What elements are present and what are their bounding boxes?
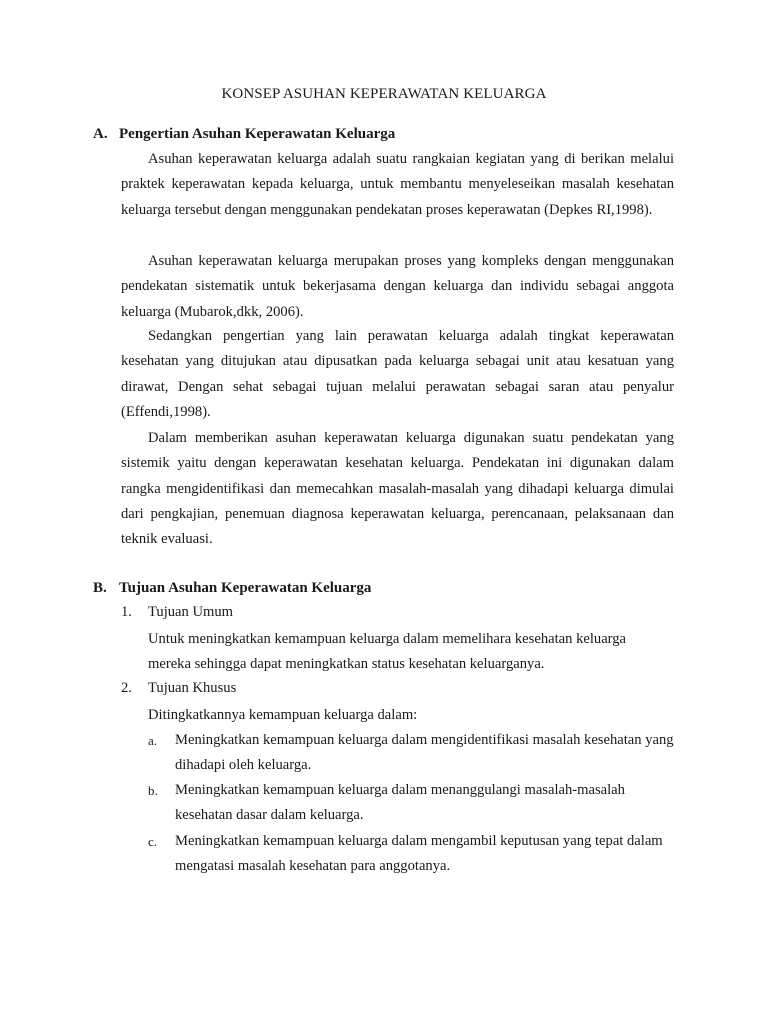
section-a-title: Pengertian Asuhan Keperawatan Keluarga (119, 126, 396, 142)
tujuan-umum-text: Untuk meningkatkan kemampuan keluarga dalam memelihara kesehatan keluarga mereka sehingga dapat meningkatkan status kesehatan keluarganya. (148, 631, 627, 673)
section-b-heading (93, 580, 371, 597)
list-item-number: 2. (121, 680, 132, 696)
sub-list-item (148, 728, 678, 779)
document-title: KONSEP ASUHAN KEPERAWATAN KELUARGA (221, 86, 547, 102)
sub-list-letter: a. (148, 733, 158, 748)
list-item-tujuan-khusus (121, 680, 236, 697)
sub-list-letter: c. (148, 834, 158, 849)
tujuan-khusus-intro: Ditingkatkannya kemampuan keluarga dalam: (148, 707, 418, 723)
list-item-tujuan-umum (121, 604, 233, 621)
sub-list-item (148, 829, 678, 880)
section-a-heading (93, 126, 395, 143)
list-item-number: 1. (121, 604, 132, 620)
section-a-letter: A. (93, 126, 108, 142)
sub-list-text: Meningkatkan kemampuan keluarga dalam mengambil keputusan yang tepat dalam mengatasi masalah kesehatan para anggotanya. (175, 833, 663, 875)
list-item-label: Tujuan Umum (148, 604, 234, 620)
section-b-letter: B. (93, 580, 107, 596)
sub-list-text: Meningkatkan kemampuan keluarga dalam menanggulangi masalah-masalah kesehatan dasar dalam keluarga. (175, 782, 625, 824)
section-a-paragraph: Asuhan keperawatan keluarga adalah suatu rangkaian kegiatan yang di berikan melalui praktek keperawatan kepada keluarga, untuk membantu menyeleseikan masalah kesehatan keluarga tersebut dengan menggunakan pendekatan proses keperawatan (Depkes RI,1998). (121, 151, 674, 218)
section-a-paragraph: Dalam memberikan asuhan keperawatan keluarga digunakan suatu pendekatan yang sistemik yaitu dengan keperawatan kesehatan keluarga. Pendekatan ini digunakan dalam rangka mengidentifikasi dan memecahkan masalah-masalah yang dihadapi keluarga dimulai dari pengkajian, penemuan diagnosa keperawatan keluarga, perencanaan, pelaksanaan dan teknik evaluasi. (121, 430, 674, 548)
section-a-paragraph: Asuhan keperawatan keluarga merupakan proses yang kompleks dengan menggunakan pendekatan sistematik untuk bekerjasama dengan keluarga dan individu sebagai anggota keluarga (Mubarok,dkk, 2006). (121, 253, 674, 320)
sub-list-text: Meningkatkan kemampuan keluarga dalam mengidentifikasi masalah kesehatan yang dihadapi oleh keluarga. (175, 732, 674, 774)
section-a-paragraph: Sedangkan pengertian yang lain perawatan keluarga adalah tingkat keperawatan kesehatan yang ditujukan atau dipusatkan pada keluarga sebagai unit atau kesatuan yang dirawat, Dengan sehat sebagai tujuan melalui perawatan sebagai saran atau penyalur (Effendi,1998). (121, 328, 674, 420)
sub-list-item (148, 778, 678, 829)
section-b-title: Tujuan Asuhan Keperawatan Keluarga (119, 580, 372, 596)
list-item-label: Tujuan Khusus (148, 680, 237, 696)
sub-list-letter: b. (148, 783, 158, 798)
